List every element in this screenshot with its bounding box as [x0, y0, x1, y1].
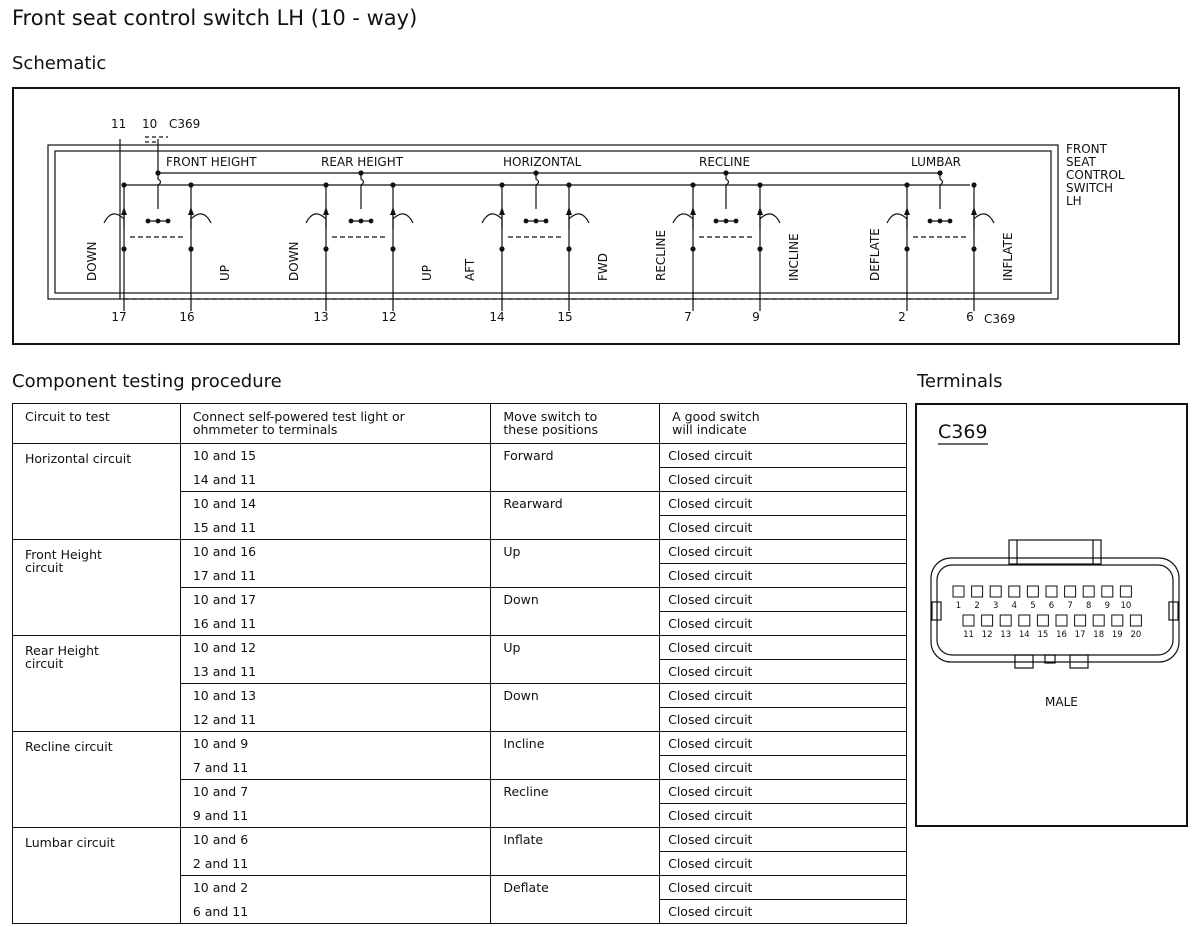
position-cell: Up [491, 540, 660, 588]
table-header-row [13, 404, 907, 444]
pin-box [1102, 586, 1113, 597]
terminals-cell: 16 and 11 [180, 612, 491, 636]
position-cell: Forward [491, 444, 660, 492]
switch-position-label-right: UP [420, 264, 434, 281]
junction-dot [121, 182, 126, 187]
switch-position-label-right: UP [218, 264, 232, 281]
bus-drop [361, 173, 364, 209]
pin-number: 8 [1085, 601, 1092, 611]
terminals-cell: 10 and 7 [180, 780, 491, 804]
pin-box [972, 586, 983, 597]
position-cell: Deflate [491, 876, 660, 924]
contact-dot [499, 246, 504, 251]
position-cell: Incline [491, 732, 660, 780]
bottom-pin-left: 17 [111, 310, 127, 324]
switch-arrow-right [971, 207, 977, 215]
switch-arm-right [393, 214, 413, 223]
bus-drop [726, 173, 729, 209]
terminals-cell: 10 and 17 [180, 588, 491, 612]
connector-latch [1009, 540, 1101, 564]
terminals-cell: 15 and 11 [180, 516, 491, 540]
switch-group-name: REAR HEIGHT [321, 155, 404, 169]
result-cell: Closed circuit [660, 660, 907, 684]
terminals-cell: 17 and 11 [180, 564, 491, 588]
pin-number: 6 [1048, 601, 1055, 611]
switch-arm-right [974, 214, 994, 223]
procedure-table [12, 403, 907, 924]
result-cell: Closed circuit [660, 516, 907, 540]
bottom-pin-left: 2 [898, 310, 906, 324]
switch-position-label-left: DOWN [287, 241, 301, 281]
switch-arrow-left [121, 207, 127, 215]
switch-arm-right [191, 214, 211, 223]
switch-arrow-left [499, 207, 505, 215]
column-header-positions: Move switch to these positions [491, 404, 660, 444]
contact-dot [948, 219, 953, 224]
switch-arrow-left [690, 207, 696, 215]
bottom-pin-right: 12 [381, 310, 397, 324]
switch-group-name: HORIZONTAL [503, 155, 582, 169]
terminals-cell: 6 and 11 [180, 900, 491, 924]
switch-arm-left [104, 214, 124, 223]
contact-dot [724, 219, 729, 224]
contact-dot [714, 219, 719, 224]
switch-arm-left [306, 214, 326, 223]
component-label-3: CONTROL [1066, 168, 1125, 182]
result-cell: Closed circuit [660, 828, 907, 852]
pin-number: 15 [1037, 630, 1049, 640]
result-cell: Closed circuit [660, 444, 907, 468]
result-cell: Closed circuit [660, 684, 907, 708]
table-row [13, 828, 907, 852]
result-cell: Closed circuit [660, 612, 907, 636]
position-cell: Down [491, 588, 660, 636]
table-row [13, 732, 907, 756]
connector-diagram [917, 405, 1186, 825]
pin-box [1093, 615, 1104, 626]
contact-dot [156, 219, 161, 224]
switch-arm-left [887, 214, 907, 223]
pin-number: 12 [981, 630, 993, 640]
pin-number: 2 [974, 601, 980, 611]
pin-box [1056, 615, 1067, 626]
column-header-circuit: Circuit to test [13, 404, 181, 444]
table-row [13, 540, 907, 564]
junction-dot [904, 182, 909, 187]
contact-dot [349, 219, 354, 224]
switch-arrow-right [566, 207, 572, 215]
connector-label-top: C369 [169, 117, 201, 131]
pin-box [990, 586, 1001, 597]
pin-box [1120, 586, 1131, 597]
switch-arm-left [482, 214, 502, 223]
junction-dot [323, 182, 328, 187]
pin-box [1019, 615, 1030, 626]
connector-label-bottom: C369 [984, 312, 1016, 326]
switch-arm-right [760, 214, 780, 223]
contact-dot [146, 219, 151, 224]
connector-housing [931, 540, 1179, 668]
junction-dot [566, 182, 571, 187]
junction-dot [971, 182, 976, 187]
bottom-pin-right: 16 [179, 310, 195, 324]
junction-dot [188, 182, 193, 187]
switch-position-label-left: RECLINE [654, 229, 668, 281]
schematic-frame [12, 87, 1180, 345]
switch-arrow-right [757, 207, 763, 215]
pin-box [963, 615, 974, 626]
bus-drop [536, 173, 539, 209]
column-header-indication: A good switch will indicate [660, 404, 907, 444]
connector-gender-label: MALE [1045, 695, 1078, 709]
result-cell: Closed circuit [660, 636, 907, 660]
switch-arrow-left [904, 207, 910, 215]
junction-dot [358, 170, 363, 175]
result-cell: Closed circuit [660, 564, 907, 588]
junction-dot [155, 170, 160, 175]
pin-number: 13 [1000, 630, 1012, 640]
bottom-pin-left: 13 [313, 310, 329, 324]
pin-box [1075, 615, 1086, 626]
result-cell: Closed circuit [660, 756, 907, 780]
table-row [13, 636, 907, 660]
terminals-cell: 10 and 16 [180, 540, 491, 564]
contact-dot [369, 219, 374, 224]
junction-dot [533, 170, 538, 175]
junction-dot [723, 170, 728, 175]
pin-number: 7 [1067, 601, 1073, 611]
contact-dot [928, 219, 933, 224]
switch-position-label-left: AFT [463, 258, 477, 281]
junction-dot [937, 170, 942, 175]
contact-dot [390, 246, 395, 251]
switch-position-label-left: DOWN [85, 241, 99, 281]
contact-dot [524, 219, 529, 224]
circuit-cell: Front Height circuit [13, 540, 181, 636]
component-label-2: SEAT [1066, 155, 1096, 169]
component-label-1: FRONT [1066, 142, 1107, 156]
pin-box [1083, 586, 1094, 597]
bottom-pin-right: 6 [966, 310, 974, 324]
contact-dot [166, 219, 171, 224]
pin-number: 9 [1104, 601, 1111, 611]
switch-group-name: LUMBAR [911, 155, 962, 169]
pin-box [1027, 586, 1038, 597]
result-cell: Closed circuit [660, 852, 907, 876]
result-cell: Closed circuit [660, 876, 907, 900]
position-cell: Recline [491, 780, 660, 828]
contact-dot [359, 219, 364, 224]
component-label-5: LH [1066, 194, 1082, 208]
pin-number: 18 [1093, 630, 1105, 640]
bus-drop [158, 173, 161, 209]
pin-box [1046, 586, 1057, 597]
result-cell: Closed circuit [660, 588, 907, 612]
result-cell: Closed circuit [660, 732, 907, 756]
pin-box [982, 615, 993, 626]
result-cell: Closed circuit [660, 780, 907, 804]
bus-drop [940, 173, 943, 209]
terminals-cell: 7 and 11 [180, 756, 491, 780]
bottom-pin-right: 15 [557, 310, 573, 324]
terminals-cell: 10 and 9 [180, 732, 491, 756]
switch-outline-inner [55, 151, 1051, 293]
pin-box [1112, 615, 1123, 626]
terminals-frame [915, 403, 1188, 827]
result-cell: Closed circuit [660, 900, 907, 924]
terminals-cell: 9 and 11 [180, 804, 491, 828]
contact-dot [757, 246, 762, 251]
connector-outer-shell [931, 558, 1179, 662]
schematic-heading: Schematic [12, 53, 107, 74]
page-title: Front seat control switch LH (10 - way) [12, 6, 418, 30]
junction-dot [390, 182, 395, 187]
pin-number: 19 [1111, 630, 1123, 640]
pin-box [1000, 615, 1011, 626]
switch-arrow-left [323, 207, 329, 215]
terminals-cell: 10 and 12 [180, 636, 491, 660]
circuit-cell: Horizontal circuit [13, 444, 181, 540]
switch-position-label-right: FWD [596, 252, 610, 281]
pin-box [1065, 586, 1076, 597]
terminals-cell: 10 and 6 [180, 828, 491, 852]
terminals-cell: 10 and 13 [180, 684, 491, 708]
bottom-pin-left: 14 [489, 310, 505, 324]
circuit-cell: Rear Height circuit [13, 636, 181, 732]
contact-dot [121, 246, 126, 251]
switch-position-label-right: INCLINE [787, 233, 801, 281]
position-cell: Rearward [491, 492, 660, 540]
terminals-cell: 10 and 15 [180, 444, 491, 468]
result-cell: Closed circuit [660, 708, 907, 732]
terminals-cell: 14 and 11 [180, 468, 491, 492]
switch-position-label-left: DEFLATE [868, 228, 882, 281]
pin-number: 10 [1120, 601, 1132, 611]
top-pin-10: 10 [142, 117, 158, 131]
switch-group-name: RECLINE [699, 155, 751, 169]
contact-dot [323, 246, 328, 251]
schematic-diagram [14, 89, 1178, 343]
terminals-cell: 13 and 11 [180, 660, 491, 684]
table-row [13, 444, 907, 468]
contact-dot [904, 246, 909, 251]
pin-number: 16 [1056, 630, 1067, 640]
bottom-pin-left: 7 [684, 310, 692, 324]
switch-arrow-right [390, 207, 396, 215]
pin-number: 17 [1074, 630, 1086, 640]
junction-dot [690, 182, 695, 187]
position-cell: Up [491, 636, 660, 684]
terminal-connector-label: C369 [938, 421, 988, 443]
result-cell: Closed circuit [660, 540, 907, 564]
pin-number: 3 [992, 601, 999, 611]
result-cell: Closed circuit [660, 492, 907, 516]
junction-dot [499, 182, 504, 187]
terminals-heading: Terminals [917, 371, 1003, 392]
contact-dot [566, 246, 571, 251]
pin-number: 14 [1018, 630, 1030, 640]
pin-number: 5 [1030, 601, 1036, 611]
bottom-pin-right: 9 [752, 310, 760, 324]
junction-dot [757, 182, 762, 187]
pin-number: 1 [955, 601, 962, 611]
switch-arrow-right [188, 207, 194, 215]
position-cell: Inflate [491, 828, 660, 876]
terminals-cell: 12 and 11 [180, 708, 491, 732]
pin-number: 4 [1011, 601, 1018, 611]
terminals-cell: 10 and 14 [180, 492, 491, 516]
pin-box [1009, 586, 1020, 597]
pin-box [1037, 615, 1048, 626]
result-cell: Closed circuit [660, 804, 907, 828]
contact-dot [734, 219, 739, 224]
pin-number: 11 [963, 630, 974, 640]
component-label-4: SWITCH [1066, 181, 1114, 195]
switch-position-label-right: INFLATE [1001, 232, 1015, 281]
pin-number: 20 [1130, 630, 1142, 640]
terminals-cell: 2 and 11 [180, 852, 491, 876]
connector-inner-shell [937, 565, 1173, 655]
procedure-heading: Component testing procedure [12, 371, 282, 392]
switch-arm-right [569, 214, 589, 223]
contact-dot [938, 219, 943, 224]
contact-dot [971, 246, 976, 251]
pin-box [953, 586, 964, 597]
terminals-cell: 10 and 2 [180, 876, 491, 900]
switch-arm-left [673, 214, 693, 223]
column-header-terminals: Connect self-powered test light or ohmmeter to terminals [180, 404, 491, 444]
pin-box [1130, 615, 1141, 626]
contact-dot [188, 246, 193, 251]
circuit-cell: Lumbar circuit [13, 828, 181, 924]
result-cell: Closed circuit [660, 468, 907, 492]
switch-group-name: FRONT HEIGHT [166, 155, 257, 169]
contact-dot [544, 219, 549, 224]
contact-dot [690, 246, 695, 251]
position-cell: Down [491, 684, 660, 732]
contact-dot [534, 219, 539, 224]
top-pin-11: 11 [111, 117, 127, 131]
circuit-cell: Recline circuit [13, 732, 181, 828]
